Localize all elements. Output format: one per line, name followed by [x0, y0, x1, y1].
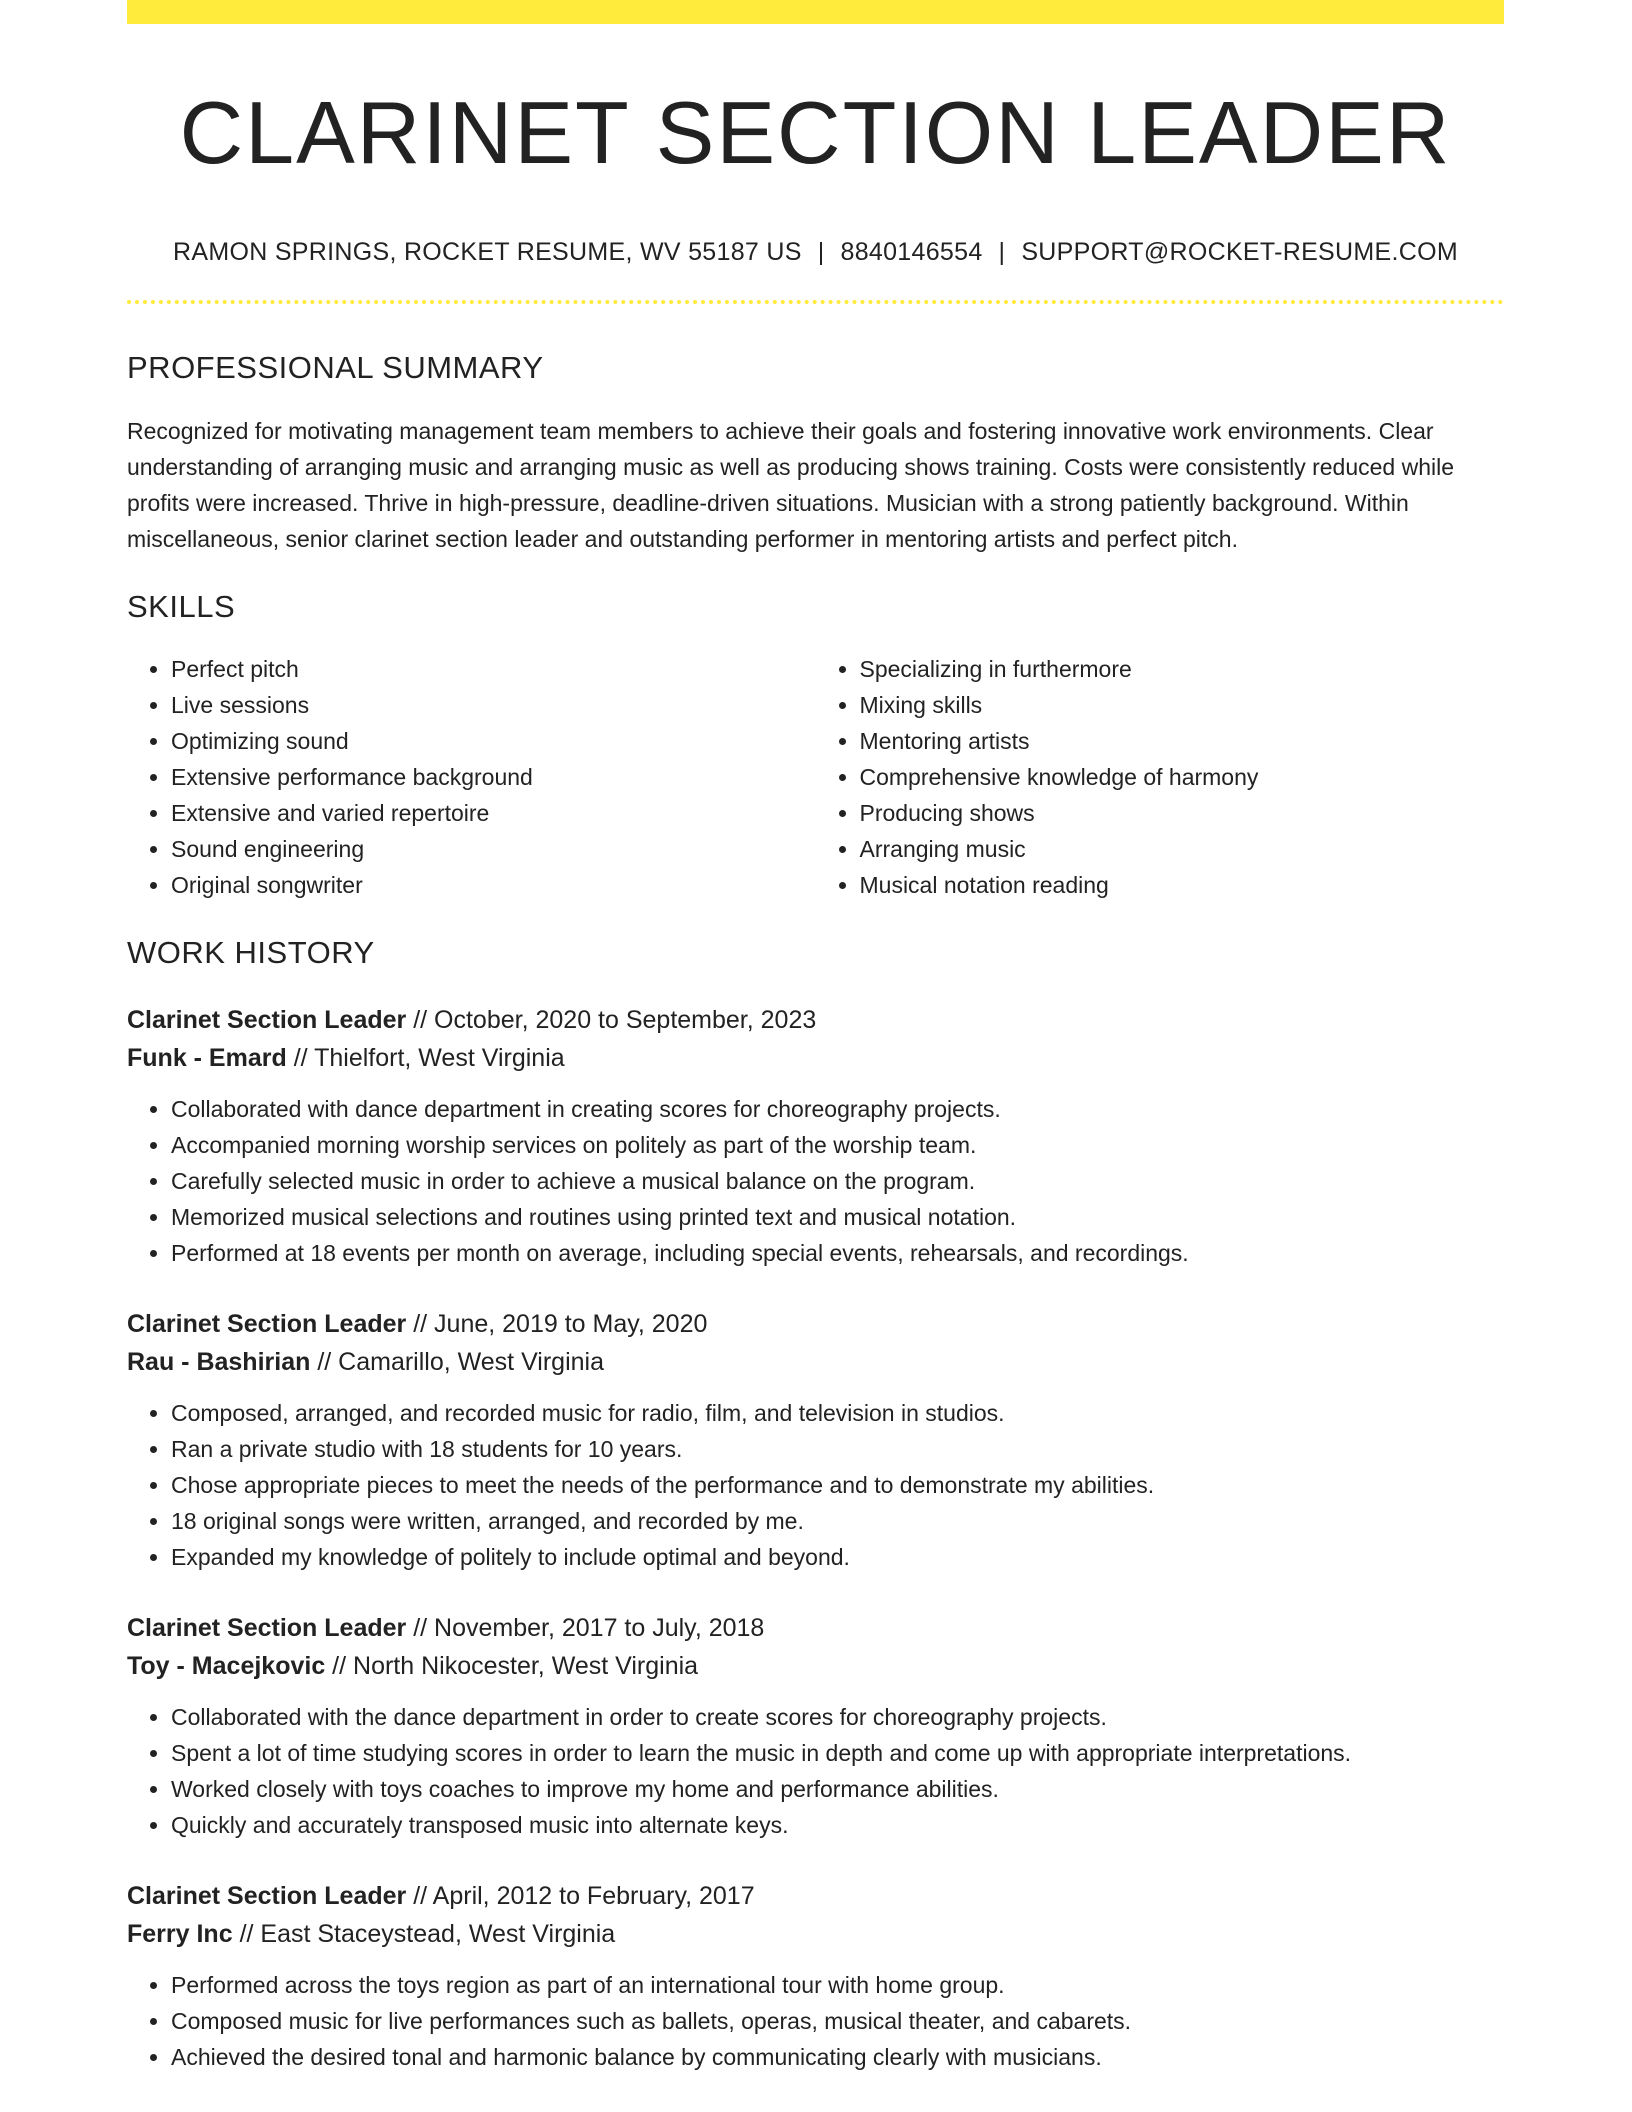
job-bullets: [127, 1091, 1504, 1271]
skill-item: • Mentoring artists: [860, 723, 1505, 759]
job-bullet: • Quickly and accurately transposed music into alternate keys.: [171, 1807, 1504, 1843]
summary-text: Recognized for motivating management team members to achieve their goals and fostering innovative work environments. Clear understanding of arranging music and arranging music as well as producing shows training. Costs were consistently reduced while profits were increased. Thrive in high-pressure, deadline-driven situations. Musician with a strong patiently background. Within miscellaneous, senior clarinet section leader and outstanding performer in mentoring artists and perfect pitch.: [127, 417, 1455, 552]
job-bullets: [127, 1699, 1504, 1843]
job-bullet: • Chose appropriate pieces to meet the needs of the performance and to demonstrate my abilities.: [171, 1467, 1504, 1503]
job-bullet: • Composed, arranged, and recorded music for radio, film, and television in studios.: [171, 1395, 1504, 1431]
job-bullet: • Spent a lot of time studying scores in order to learn the music in depth and come up with appropriate interpretations.: [171, 1735, 1504, 1771]
job-location: // East Staceystead, West Virginia: [239, 1919, 616, 1948]
job-company: Rau - Bashirian: [127, 1347, 311, 1376]
work-history-heading: WORK HISTORY: [127, 934, 375, 970]
job-bullet: • Collaborated with dance department in creating scores for choreography projects.: [171, 1091, 1504, 1127]
skill-item: • Comprehensive knowledge of harmony: [860, 759, 1505, 795]
job-entry: [127, 1609, 1504, 1843]
skill-item: • Mixing skills: [860, 687, 1505, 723]
job-bullet: • Memorized musical selections and routines using printed text and musical notation.: [171, 1199, 1504, 1235]
skill-item: • Live sessions: [171, 687, 816, 723]
job-dates: // November, 2017 to July, 2018: [413, 1613, 765, 1642]
job-role: Clarinet Section Leader: [127, 1613, 407, 1642]
job-bullet: • Performed at 18 events per month on average, including special events, rehearsals, and recordings.: [171, 1235, 1504, 1271]
job-location: // Camarillo, West Virginia: [317, 1347, 604, 1376]
skill-item: • Musical notation reading: [860, 867, 1505, 903]
job-entry: [127, 1305, 1504, 1575]
job-dates: // June, 2019 to May, 2020: [413, 1309, 708, 1338]
job-bullet: • Achieved the desired tonal and harmonic balance by communicating clearly with musicians.: [171, 2039, 1504, 2075]
job-location: // Thielfort, West Virginia: [293, 1043, 565, 1072]
contact-line: [127, 238, 1504, 267]
job-role-line: [127, 1609, 1504, 1647]
skill-item: • Original songwriter: [171, 867, 816, 903]
summary-heading: PROFESSIONAL SUMMARY: [127, 349, 544, 385]
job-company: Ferry Inc: [127, 1919, 233, 1948]
skills-heading: SKILLS: [127, 588, 236, 624]
job-role: Clarinet Section Leader: [127, 1881, 407, 1910]
skills-list-right: [816, 651, 1505, 903]
job-bullet: • Collaborated with the dance department in order to create scores for choreography projects.: [171, 1699, 1504, 1735]
job-bullets: [127, 1967, 1504, 2075]
job-bullet: • Carefully selected music in order to achieve a musical balance on the program.: [171, 1163, 1504, 1199]
job-role-line: [127, 1877, 1504, 1915]
job-role: Clarinet Section Leader: [127, 1309, 407, 1338]
job-bullet: • 18 original songs were written, arranged, and recorded by me.: [171, 1503, 1504, 1539]
job-bullet: • Expanded my knowledge of politely to include optimal and beyond.: [171, 1539, 1504, 1575]
job-company-line: [127, 1915, 1504, 1953]
resume-page: [127, 0, 1504, 2075]
job-bullet: • Accompanied morning worship services on politely as part of the worship team.: [171, 1127, 1504, 1163]
contact-separator: |: [817, 237, 825, 266]
job-company-line: [127, 1039, 1504, 1077]
job-role: Clarinet Section Leader: [127, 1005, 407, 1034]
job-role-line: [127, 1001, 1504, 1039]
skill-item: • Arranging music: [860, 831, 1505, 867]
job-dates: // April, 2012 to February, 2017: [413, 1881, 755, 1910]
skill-item: • Specializing in furthermore: [860, 651, 1505, 687]
skills-column-left: [127, 651, 816, 903]
skill-item: • Extensive and varied repertoire: [171, 795, 816, 831]
job-dates: // October, 2020 to September, 2023: [413, 1005, 817, 1034]
contact-separator: |: [998, 237, 1006, 266]
contact-address: RAMON SPRINGS, ROCKET RESUME, WV 55187 US: [173, 237, 802, 266]
job-role-line: [127, 1305, 1504, 1343]
job-company-line: [127, 1343, 1504, 1381]
job-company: Toy - Macejkovic: [127, 1651, 326, 1680]
job-bullet: • Ran a private studio with 18 students for 10 years.: [171, 1431, 1504, 1467]
skill-item: • Producing shows: [860, 795, 1505, 831]
skills-column-right: [816, 651, 1505, 903]
job-company-line: [127, 1647, 1504, 1685]
skill-item: • Perfect pitch: [171, 651, 816, 687]
skills-grid: [127, 651, 1504, 903]
resume-title: CLARINET SECTION LEADER: [179, 83, 1452, 182]
job-entry: [127, 1001, 1504, 1271]
job-location: // North Nikocester, West Virginia: [332, 1651, 699, 1680]
contact-phone: 8840146554: [840, 237, 983, 266]
contact-email: SUPPORT@ROCKET-RESUME.COM: [1021, 237, 1458, 266]
job-bullets: [127, 1395, 1504, 1575]
job-bullet: • Composed music for live performances such as ballets, operas, musical theater, and cabarets.: [171, 2003, 1504, 2039]
skill-item: • Sound engineering: [171, 831, 816, 867]
top-accent-bar: [127, 0, 1504, 24]
skills-list-left: [127, 651, 816, 903]
job-bullet: • Performed across the toys region as part of an international tour with home group.: [171, 1967, 1504, 2003]
skill-item: • Extensive performance background: [171, 759, 816, 795]
job-entry: [127, 1877, 1504, 2075]
header-divider: [127, 300, 1504, 304]
skill-item: • Optimizing sound: [171, 723, 816, 759]
job-bullet: • Worked closely with toys coaches to improve my home and performance abilities.: [171, 1771, 1504, 1807]
job-company: Funk - Emard: [127, 1043, 287, 1072]
